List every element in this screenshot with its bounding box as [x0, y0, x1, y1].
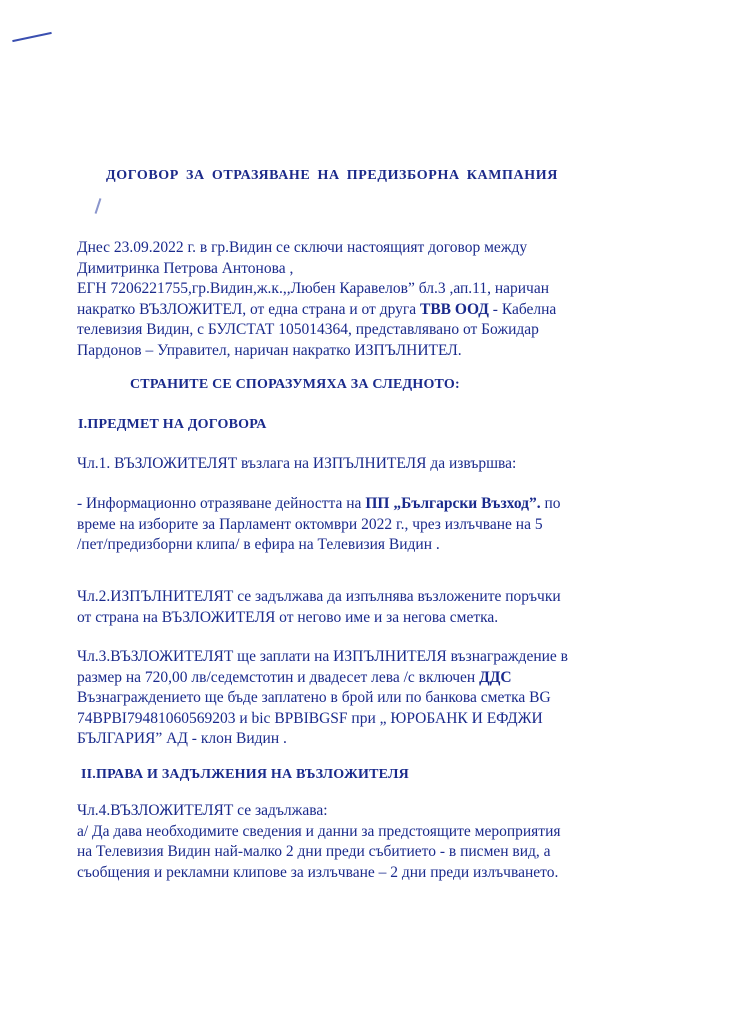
article-3	[77, 647, 568, 750]
article-3-line: Чл.3.ВЪЗЛОЖИТЕЛЯТ ще заплати на ИЗПЪЛНИТЕЛЯ възнаграждение в	[77, 648, 568, 665]
item-line: време на изборите за Парламент октомври 2022 г., чрез излъчване на 5	[77, 515, 543, 533]
intro-line: ЕГН 7206221755,гр.Видин,ж.к.,,Любен Каравелов” бл.3 ,ап.11, наричан	[77, 280, 550, 297]
intro-line: Пардонов – Управител, наричан накратко ИЗПЪЛНИТЕЛ.	[77, 341, 462, 359]
company-name: ТВВ ООД	[420, 300, 489, 318]
intro-line: телевизия Видин, с БУЛСТАТ 105014364, представлявано от Божидар	[77, 321, 539, 338]
article-3-line: Възнаграждението ще бъде заплатено в брой или по банкова сметка BG	[77, 689, 551, 706]
article-3-line: 74BPBI79481060569203 и bic BPBIBGSF при „ ЮРОБАНК И ЕФДЖИ	[77, 709, 543, 727]
article-4	[77, 801, 561, 883]
article-2	[77, 587, 561, 628]
pen-stroke-mark	[12, 32, 52, 42]
article-4-line: Чл.4.ВЪЗЛОЖИТЕЛЯТ се задължава:	[77, 802, 328, 819]
item-line: - Информационно отразяване дейността на ПП „Български Възход”. по	[77, 495, 561, 512]
document-title: ДОГОВОР ЗА ОТРАЗЯВАНЕ НА ПРЕДИЗБОРНА КАМПАНИЯ	[106, 168, 558, 183]
intro-line: Днес 23.09.2022 г. в гр.Видин се сключи настоящият договор между	[77, 239, 528, 256]
vat-label: ДДС	[479, 668, 512, 686]
article-2-line: от страна на ВЪЗЛОЖИТЕЛЯ от негово име и за негова сметка.	[77, 608, 499, 626]
pen-tick-mark	[95, 198, 102, 214]
article-3-line: БЪЛГАРИЯ” АД - клон Видин .	[77, 730, 287, 747]
intro-paragraph	[77, 238, 556, 361]
section-2-heading: II.ПРАВА И ЗАДЪЛЖЕНИЯ НА ВЪЗЛОЖИТЕЛЯ	[81, 767, 409, 782]
article-3-line: размер на 720,00 лв/седемстотин и двадесет лева /с включен ДДС	[77, 668, 512, 686]
agreed-heading: СТРАНИТЕ СЕ СПОРАЗУМЯХА ЗА СЛЕДНОТО:	[130, 377, 460, 392]
article-2-line: Чл.2.ИЗПЪЛНИТЕЛЯТ се задължава да изпълнява възложените поръчки	[77, 588, 561, 605]
intro-line: Димитринка Петрова Антонова ,	[77, 259, 294, 277]
item-line: /пет/предизборни клипа/ в ефира на Телевизия Видин .	[77, 536, 440, 553]
intro-line: накратко ВЪЗЛОЖИТЕЛ, от една страна и от друга ТВВ ООД - Кабелна	[77, 300, 557, 318]
article-4-line: съобщения и рекламни клипове за излъчване – 2 дни преди излъчването.	[77, 863, 559, 881]
article-4-line: а/ Да дава необходимите сведения и данни за предстоящите мероприятия	[77, 822, 561, 840]
article-4-line: на Телевизия Видин най-малко 2 дни преди събитието - в писмен вид, а	[77, 843, 551, 860]
section-1-heading: I.ПРЕДМЕТ НА ДОГОВОРА	[78, 417, 267, 432]
article-1: Чл.1. ВЪЗЛОЖИТЕЛЯТ възлага на ИЗПЪЛНИТЕЛЯ да извършва:	[77, 455, 517, 472]
party-name: ПП „Български Възход”.	[365, 495, 541, 512]
article-1-item	[77, 494, 561, 556]
